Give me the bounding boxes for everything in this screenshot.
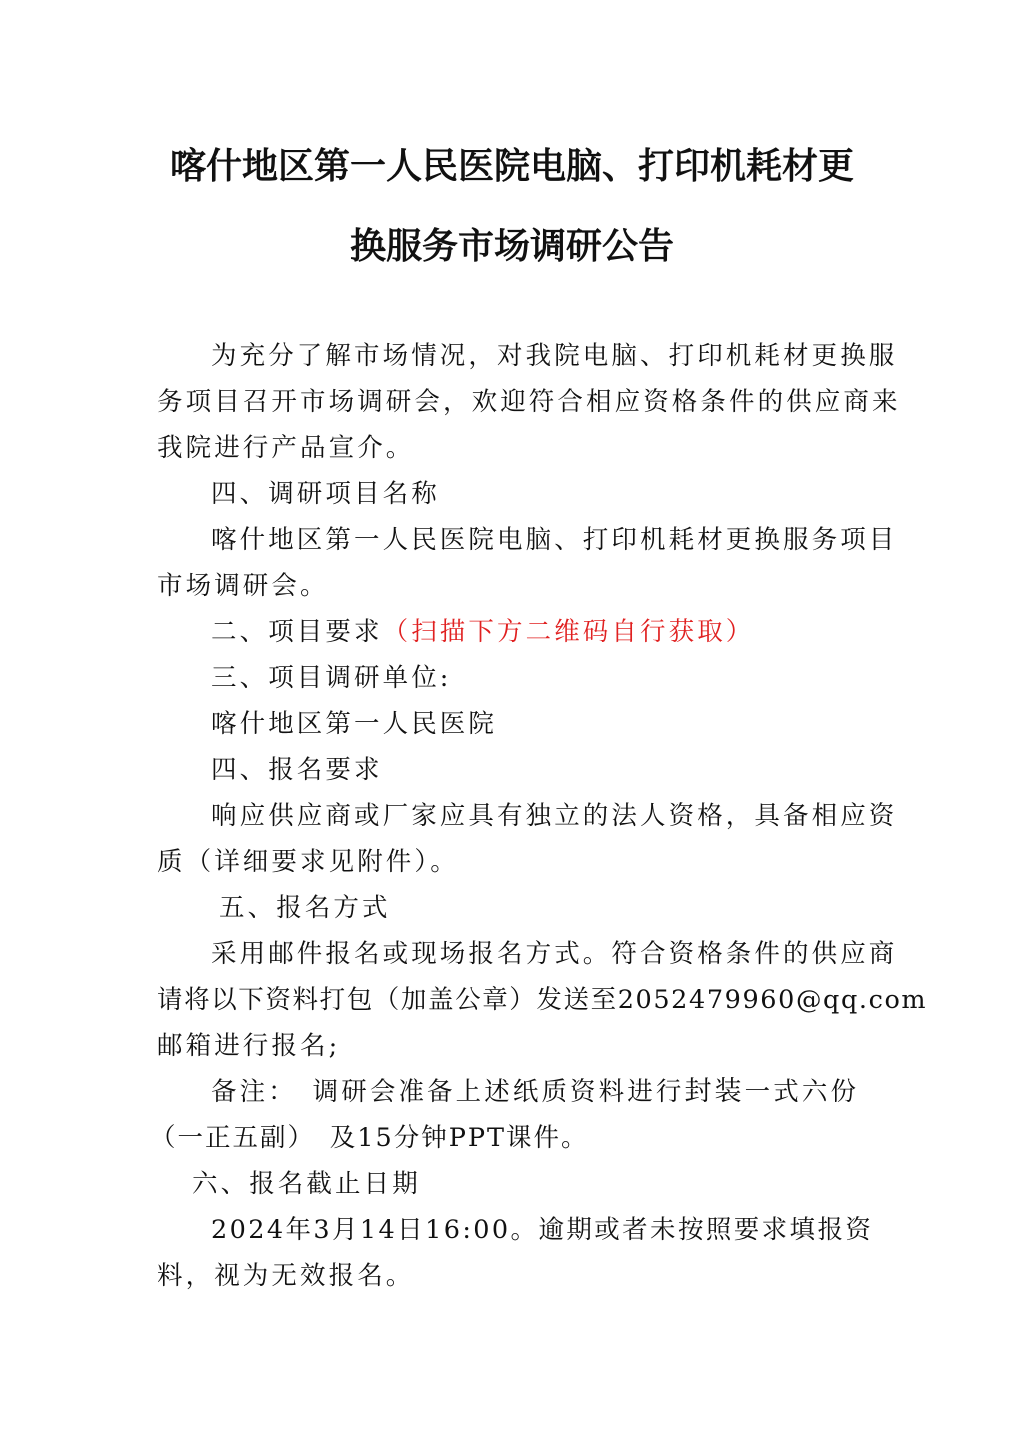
registration-method-line-1: 采用邮件报名或现场报名方式。符合资格条件的供应商 xyxy=(211,939,898,969)
remark-emphasis: 封装 xyxy=(684,1076,745,1107)
remark-text-end: 一式六份 xyxy=(744,1077,860,1107)
intro-line-2: 务项目召开市场调研会，欢迎符合相应资格条件的供应商来 xyxy=(157,387,901,417)
section-heading-deadline: 六、报名截止日期 xyxy=(192,1169,421,1199)
section-heading-requirements xyxy=(211,609,754,655)
registration-method-line-3: 邮箱进行报名; xyxy=(157,1031,341,1061)
section-heading-registration-method: 五、报名方式 xyxy=(219,893,391,923)
deadline-line-1: 2024年3月14日16:00。逾期或者未按照要求填报资 xyxy=(211,1215,874,1245)
project-name-line-1: 喀什地区第一人民医院电脑、打印机耗材更换服务项目 xyxy=(211,525,898,555)
intro-line-3: 我院进行产品宣介。 xyxy=(157,433,415,463)
document-title-line-2: 换服务市场调研公告 xyxy=(349,225,674,267)
remark-line-1 xyxy=(211,1069,859,1115)
qr-code-note: （扫描下方二维码自行获取） xyxy=(382,617,755,647)
project-name-line-2: 市场调研会。 xyxy=(157,571,329,601)
remark-text-start: 备注： 调研会准备上述纸质资料进行 xyxy=(211,1077,685,1107)
registration-method-line-2: 请将以下资料打包（加盖公章）发送至2052479960@qq.com xyxy=(157,985,928,1015)
section-heading-research-unit: 三、项目调研单位: xyxy=(211,663,452,693)
registration-requirements-line-2: 质（详细要求见附件）。 xyxy=(157,847,459,877)
document-title-line-1: 喀什地区第一人民医院电脑、打印机耗材更 xyxy=(169,145,854,187)
research-unit-name: 喀什地区第一人民医院 xyxy=(211,709,498,739)
deadline-line-2: 料，视为无效报名。 xyxy=(157,1261,415,1291)
section-heading-registration-requirements: 四、报名要求 xyxy=(211,755,383,785)
section-heading-project-name: 四、调研项目名称 xyxy=(211,479,440,509)
remark-line-2: （一正五副） 及15分钟PPT课件。 xyxy=(150,1123,589,1153)
requirements-heading-text: 二、项目要求 xyxy=(211,617,383,647)
registration-requirements-line-1: 响应供应商或厂家应具有独立的法人资格，具备相应资 xyxy=(211,801,898,831)
intro-line-1: 为充分了解市场情况，对我院电脑、打印机耗材更换服 xyxy=(211,341,898,371)
